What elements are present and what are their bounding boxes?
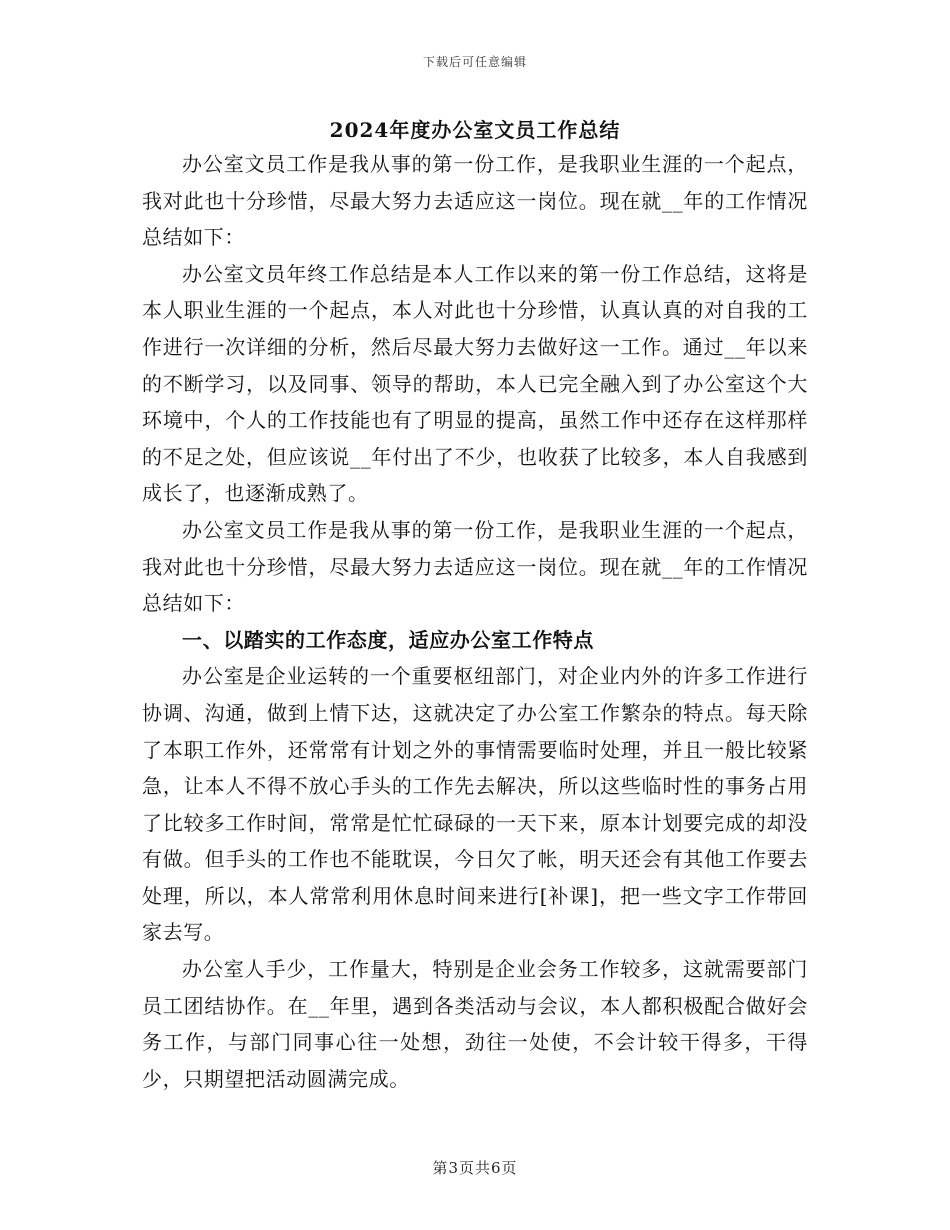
section-paragraph-2: 办公室人手少，工作量大，特别是企业会务工作较多，这就需要部门员工团结协作。在__年里，遇到各类活动与会议，本人都积极配合做好会务工作，与部门同事心往一处想，劲往一处使，不会计较干得多，干得少，只期望把活动圆满完成。 (142, 957, 808, 1091)
section-heading: 一、以踏实的工作态度，适应办公室工作特点 (182, 627, 594, 652)
paragraph-3: 办公室文员工作是我从事的第一份工作，是我职业生涯的一个起点，我对此也十分珍惜，尽最大努力去适应这一岗位。现在就__年的工作情况总结如下： (142, 517, 808, 616)
document-title: 2024年度办公室文员工作总结 (329, 118, 621, 142)
paragraph-1: 办公室文员工作是我从事的第一份工作，是我职业生涯的一个起点，我对此也十分珍惜，尽最大努力去适应这一岗位。现在就__年的工作情况总结如下： (142, 152, 808, 250)
header-note: 下载后可任意编辑 (422, 55, 527, 69)
page-number-footer: 第3页共6页 (432, 1159, 518, 1177)
document-body (142, 146, 808, 1097)
paragraph-2: 办公室文员年终工作总结是本人工作以来的第一份工作总结，这将是本人职业生涯的一个起点，本人对此也十分珍惜，认真认真的对自我的工作进行一次详细的分析，然后尽最大努力去做好这一工作。通过__年以来的不断学习，以及同事、领导的帮助，本人已完全融入到了办公室这个大环境中，个人的工作技能也有了明显的提高，虽然工作中还存在这样那样的不足之处，但应该说__年付出了不少，也收获了比较多，本人自我感到成长了，也逐渐成熟了。 (142, 261, 808, 506)
section-paragraph-1: 办公室是企业运转的一个重要枢纽部门，对企业内外的许多工作进行协调、沟通，做到上情下达，这就决定了办公室工作繁杂的特点。每天除了本职工作外，还常常有计划之外的事情需要临时处理，并且一般比较紧急，让本人不得不放心手头的工作先去解决，所以这些临时性的事务占用了比较多工作时间，常常是忙忙碌碌的一天下来，原本计划要完成的却没有做。但手头的工作也不能耽误，今日欠了帐，明天还会有其他工作要去处理，所以，本人常常利用休息时间来进行[补课]，把一些文字工作带回家去写。 (142, 664, 808, 945)
